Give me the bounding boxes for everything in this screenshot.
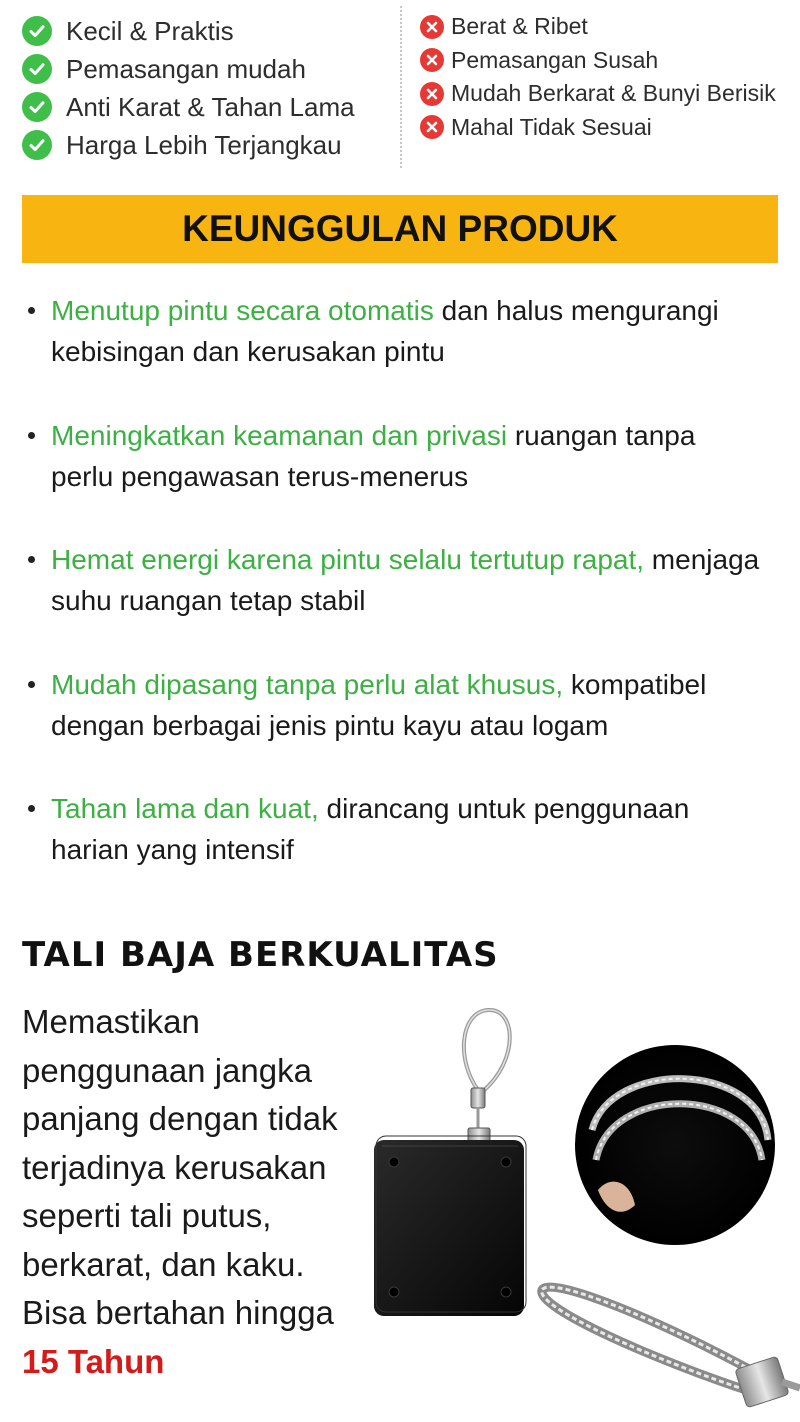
benefit-highlight: Meningkatkan keamanan dan privasi (51, 420, 508, 451)
con-item-label: Mahal Tidak Sesuai (451, 113, 652, 140)
benefit-text: suhu ruangan tetap stabil (51, 585, 366, 616)
benefit-text: ruangan tanpa (507, 420, 696, 451)
description-line: seperti tali putus, (22, 1197, 272, 1234)
section-banner: KEUNGGULAN PRODUK (22, 195, 778, 263)
benefit-text: dan halus mengurangi (433, 295, 719, 326)
x-circle-icon (420, 82, 444, 106)
cable-closeup (575, 1045, 775, 1245)
con-item (420, 77, 776, 111)
pro-item (22, 88, 355, 126)
pro-item-label: Kecil & Praktis (66, 15, 234, 46)
benefit-text: dengan berbagai jenis pintu kayu atau logam (51, 710, 609, 741)
wire-loop-large (542, 1287, 800, 1408)
x-circle-icon (420, 15, 444, 39)
bullet-icon (28, 556, 35, 563)
benefit-highlight: Mudah dipasang tanpa perlu alat khusus, (51, 669, 564, 700)
benefit-highlight: Hemat energi karena pintu selalu tertutup rapat, (51, 544, 645, 575)
description-line: Memastikan (22, 1003, 200, 1040)
pro-item (22, 50, 355, 88)
description-line: berkarat, dan kaku. (22, 1245, 305, 1283)
check-circle-icon (22, 130, 52, 160)
con-item-label: Berat & Ribet (451, 13, 588, 40)
comparison-section (0, 0, 800, 170)
bullet-icon (28, 805, 35, 812)
product-image (360, 990, 800, 1422)
pro-item (22, 126, 355, 164)
benefit-text: harian yang intensif (51, 834, 294, 865)
steel-description (22, 998, 382, 1386)
pro-item-label: Anti Karat & Tahan Lama (66, 91, 355, 122)
benefit-item (28, 788, 798, 870)
benefit-item (28, 664, 798, 746)
benefit-text: perlu pengawasan terus-menerus (51, 461, 469, 492)
benefit-text: dirancang untuk penggunaan (318, 793, 690, 824)
door-closer-box (374, 1136, 526, 1316)
con-item (420, 44, 776, 78)
bullet-icon (28, 681, 35, 688)
description-line: terjadinya kerusakan (22, 1148, 327, 1186)
benefit-item (28, 415, 798, 497)
x-circle-icon (420, 48, 444, 72)
con-item (420, 10, 776, 44)
pro-item-label: Harga Lebih Terjangkau (66, 129, 342, 160)
benefit-highlight: Tahan lama dan kuat, (51, 793, 319, 824)
wire-loop-top (464, 1010, 510, 1142)
column-divider (400, 6, 402, 168)
description-line: Bisa bertahan hingga (22, 1294, 334, 1331)
bullet-icon (28, 307, 35, 314)
cons-list (420, 10, 776, 144)
con-item-label: Mudah Berkarat & Bunyi Berisik (451, 80, 776, 107)
benefit-text: kebisingan dan kerusakan pintu (51, 336, 445, 367)
pro-item-label: Pemasangan mudah (66, 53, 306, 84)
pro-item (22, 12, 355, 50)
check-circle-icon (22, 92, 52, 122)
benefit-highlight: Menutup pintu secara otomatis (51, 295, 434, 326)
x-circle-icon (420, 115, 444, 139)
description-line: panjang dengan tidak (22, 1100, 338, 1137)
description-line: penggunaan jangka (22, 1051, 312, 1089)
benefit-item (28, 539, 798, 621)
benefit-text: menjaga (644, 544, 760, 575)
con-item-label: Pemasangan Susah (451, 46, 659, 73)
section-title: TALI BAJA BERKUALITAS (22, 935, 499, 975)
bullet-icon (28, 432, 35, 439)
benefit-text: kompatibel (563, 669, 707, 700)
check-circle-icon (22, 54, 52, 84)
pros-list (22, 12, 355, 164)
benefit-item (28, 290, 798, 372)
lifetime-emphasis: 15 Tahun (22, 1342, 165, 1380)
con-item (420, 111, 776, 145)
check-circle-icon (22, 16, 52, 46)
